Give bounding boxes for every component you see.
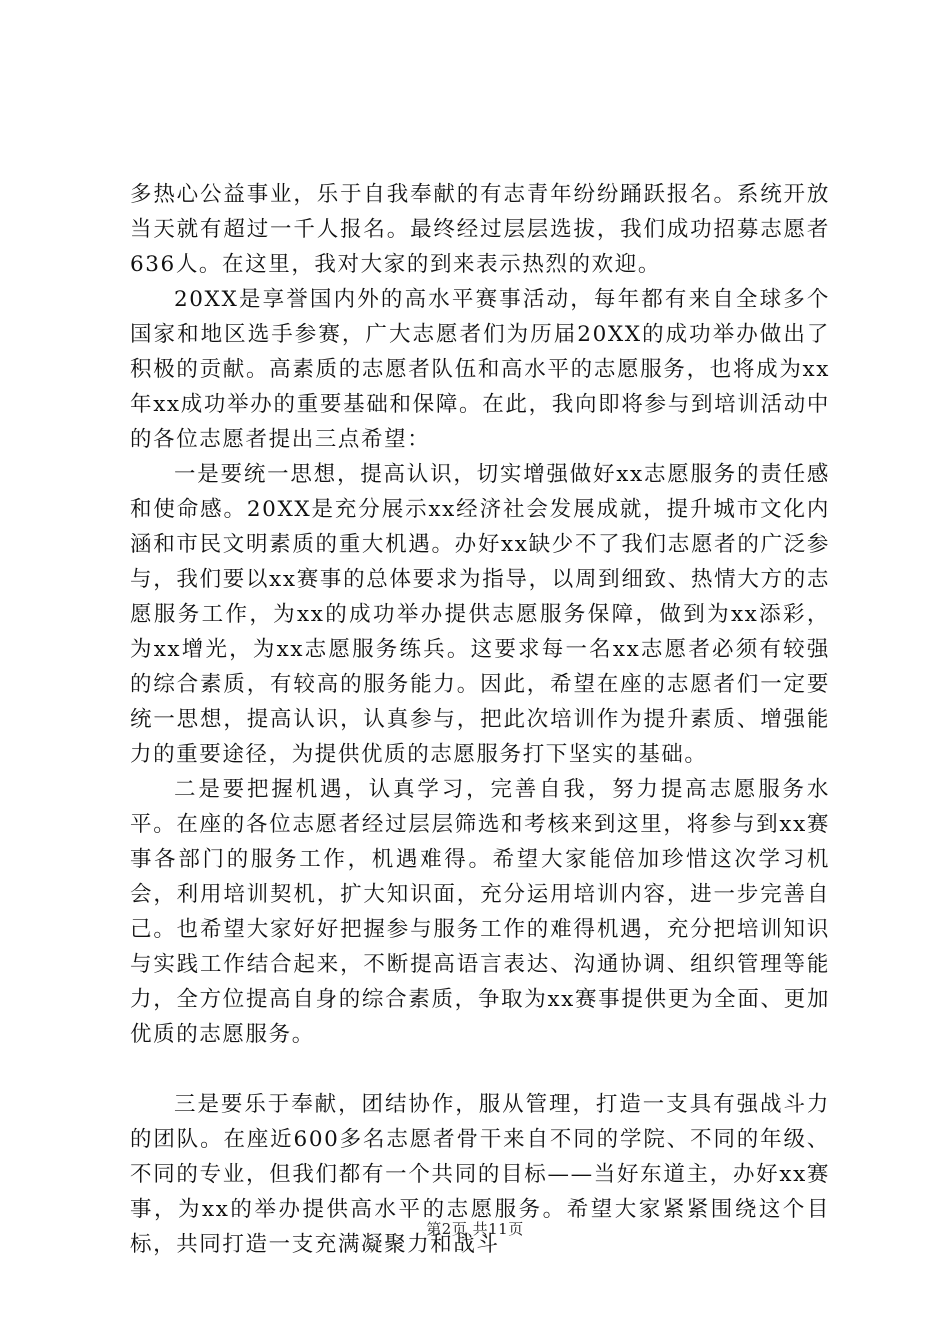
- page-number-footer: 第2页 共11页: [426, 1220, 524, 1238]
- paragraph-hope-one: 一是要统一思想，提高认识，切实增强做好xx志愿服务的责任感和使命感。20XX是充分展示xx经济社会发展成就，提升城市文化内涵和市民文明素质的重大机遇。办好xx缺少不了我们志愿者的广泛参与，我们要以xx赛事的总体要求为指导，以周到细致、热情大方的志愿服务工作，为xx的成功举办提供志愿服务保障，做到为xx添彩，为xx增光，为xx志愿服务练兵。这要求每一名xx志愿者必须有较强的综合素质，有较高的服务能力。因此，希望在座的志愿者们一定要统一思想，提高认识，认真参与，把此次培训作为提升素质、增强能力的重要途径，为提供优质的志愿服务打下坚实的基础。: [130, 462, 830, 767]
- paragraph-hope-three: 三是要乐于奉献，团结协作，服从管理，打造一支具有强战斗力的团队。在座近600多名志愿者骨干来自不同的学院、不同的年级、不同的专业，但我们都有一个共同的目标——当好东道主，办好xx赛事，为xx的举办提供高水平的志愿服务。希望大家紧紧围绕这个目标，共同打造一支充满凝聚力和战斗: [130, 1092, 830, 1257]
- paragraph-continuation: 多热心公益事业，乐于自我奉献的有志青年纷纷踊跃报名。系统开放当天就有超过一千人报名。最终经过层层选拔，我们成功招募志愿者636人。在这里，我对大家的到来表示热烈的欢迎。: [130, 182, 830, 277]
- document-body: [130, 177, 830, 1262]
- paragraph-hope-two: 二是要把握机遇，认真学习，完善自我，努力提高志愿服务水平。在座的各位志愿者经过层层筛选和考核来到这里，将参与到xx赛事各部门的服务工作，机遇难得。希望大家能倍加珍惜这次学习机会，利用培训契机，扩大知识面，充分运用培训内容，进一步完善自己。也希望大家好好把握参与服务工作的难得机遇，充分把培训知识与实践工作结合起来，不断提高语言表达、沟通协调、组织管理等能力，全方位提高自身的综合素质，争取为xx赛事提供更为全面、更加优质的志愿服务。: [130, 777, 830, 1047]
- paragraph-event-intro: 20XX是享誉国内外的高水平赛事活动，每年都有来自全球多个国家和地区选手参赛，广大志愿者们为历届20XX的成功举办做出了积极的贡献。高素质的志愿者队伍和高水平的志愿服务，也将成为xx年xx成功举办的重要基础和保障。在此，我向即将参与到培训活动中的各位志愿者提出三点希望：: [130, 287, 830, 452]
